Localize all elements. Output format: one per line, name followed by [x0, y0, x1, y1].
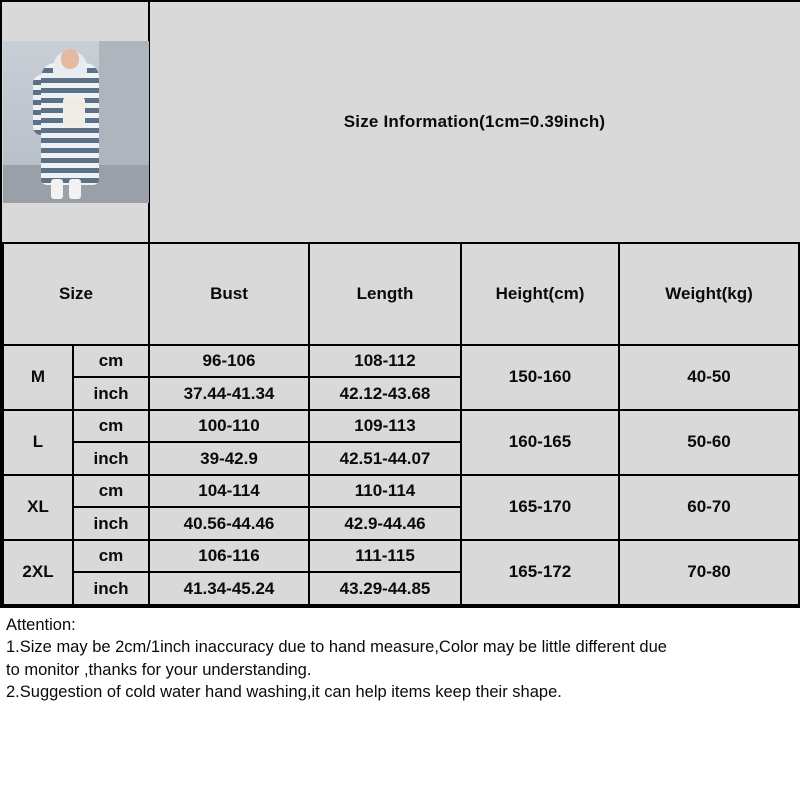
header-bust: Bust: [149, 243, 309, 345]
m-length-inch: 42.12-43.68: [309, 377, 461, 410]
unit-inch: inch: [73, 572, 149, 605]
l-bust-cm: 100-110: [149, 410, 309, 443]
bottom-whitespace: [0, 718, 800, 800]
unit-inch: inch: [73, 442, 149, 475]
xl-bust-inch: 40.56-44.46: [149, 507, 309, 540]
l-bust-inch: 39-42.9: [149, 442, 309, 475]
unit-cm: cm: [73, 540, 149, 573]
table-row: [3, 540, 799, 573]
unit-cm: cm: [73, 475, 149, 508]
unit-cm: cm: [73, 410, 149, 443]
l-length-cm: 109-113: [309, 410, 461, 443]
size-info-title: Size Information(1cm=0.39inch): [149, 2, 799, 243]
product-photo: [3, 41, 149, 203]
2xl-bust-cm: 106-116: [149, 540, 309, 573]
2xl-weight: 70-80: [619, 540, 799, 605]
unit-inch: inch: [73, 507, 149, 540]
photo-wall-panel: [99, 41, 149, 165]
unit-inch: inch: [73, 377, 149, 410]
product-photo-cell: [3, 2, 149, 243]
m-weight: 40-50: [619, 345, 799, 410]
xl-bust-cm: 104-114: [149, 475, 309, 508]
size-label-l: L: [3, 410, 73, 475]
photo-model-face: [61, 49, 79, 69]
xl-length-inch: 42.9-44.46: [309, 507, 461, 540]
size-label-m: M: [3, 345, 73, 410]
size-label-2xl: 2XL: [3, 540, 73, 605]
2xl-height: 165-172: [461, 540, 619, 605]
header-length: Length: [309, 243, 461, 345]
unit-cm: cm: [73, 345, 149, 378]
photo-left-boot: [51, 179, 63, 199]
table-row: [3, 475, 799, 508]
l-length-inch: 42.51-44.07: [309, 442, 461, 475]
m-length-cm: 108-112: [309, 345, 461, 378]
attention-line-1b: to monitor ,thanks for your understanding.: [6, 660, 312, 679]
size-table: [2, 2, 800, 606]
header-weight: Weight(kg): [619, 243, 799, 345]
header-height: Height(cm): [461, 243, 619, 345]
attention-line-1a: 1.Size may be 2cm/1inch inaccuracy due to hand measure,Color may be little different due: [6, 638, 667, 657]
2xl-bust-inch: 41.34-45.24: [149, 572, 309, 605]
m-bust-inch: 37.44-41.34: [149, 377, 309, 410]
attention-heading: Attention:: [6, 616, 76, 634]
table-row: [3, 410, 799, 443]
table-row-title: [3, 2, 799, 243]
table-header-row: [3, 243, 799, 345]
xl-height: 165-170: [461, 475, 619, 540]
xl-length-cm: 110-114: [309, 475, 461, 508]
m-bust-cm: 96-106: [149, 345, 309, 378]
size-label-xl: XL: [3, 475, 73, 540]
l-height: 160-165: [461, 410, 619, 475]
attention-line-2: 2.Suggestion of cold water hand washing,it can help items keep their shape.: [6, 682, 562, 701]
photo-handbag: [63, 97, 85, 127]
2xl-length-cm: 111-115: [309, 540, 461, 573]
attention-note: [0, 608, 800, 718]
2xl-length-inch: 43.29-44.85: [309, 572, 461, 605]
photo-right-boot: [69, 179, 81, 199]
m-height: 150-160: [461, 345, 619, 410]
table-row: [3, 345, 799, 378]
xl-weight: 60-70: [619, 475, 799, 540]
l-weight: 50-60: [619, 410, 799, 475]
header-size: Size: [3, 243, 149, 345]
